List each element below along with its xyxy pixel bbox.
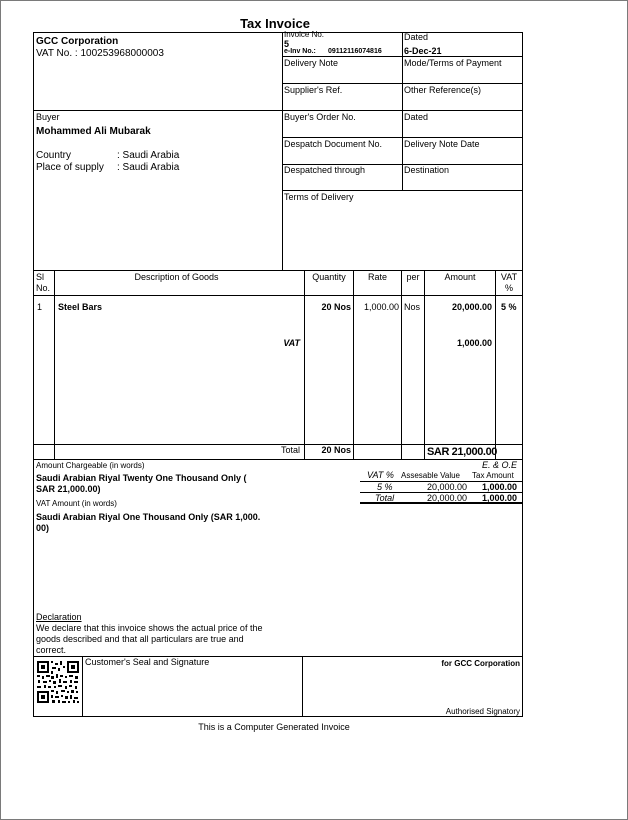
tax-row-value: 20,000.00 bbox=[426, 482, 467, 492]
declaration-label: Declaration bbox=[36, 612, 82, 622]
total-quantity: 20 Nos bbox=[321, 445, 351, 455]
terms-delivery-label: Terms of Delivery bbox=[284, 192, 354, 202]
country-label: Country bbox=[36, 150, 72, 161]
tax-total-label: Total bbox=[375, 493, 395, 503]
item-quantity: 20 Nos bbox=[321, 302, 351, 312]
declaration-line3: correct. bbox=[36, 645, 67, 655]
col-rate: Rate bbox=[367, 272, 387, 282]
declaration-line1: We declare that this invoice shows the actual price of the bbox=[36, 623, 263, 633]
total-amount: SAR 21,000.00 bbox=[427, 446, 498, 458]
item-sl: 1 bbox=[37, 302, 43, 312]
despatch-doc-label: Despatch Document No. bbox=[284, 139, 383, 149]
dated-value: 6-Dec-21 bbox=[404, 46, 442, 56]
buyer-label: Buyer bbox=[36, 112, 60, 122]
vat-amount-words-label: VAT Amount (in words) bbox=[36, 499, 117, 508]
col-quantity: Quantity bbox=[312, 272, 346, 282]
col-per: per bbox=[406, 272, 420, 282]
delivery-note-label: Delivery Note bbox=[284, 58, 339, 68]
document-title: Tax Invoice bbox=[240, 16, 310, 31]
tax-row-pct: 5 % bbox=[377, 482, 393, 492]
tax-row-amount: 1,000.00 bbox=[481, 482, 517, 492]
supply-label: Place of supply bbox=[36, 162, 104, 173]
item-amount: 20,000.00 bbox=[451, 302, 492, 312]
tax-head-assessable: Assesable Value bbox=[401, 471, 460, 480]
other-refs-label: Other Reference(s) bbox=[404, 85, 482, 95]
invoice-no-label: Invoice No. bbox=[284, 30, 325, 39]
tax-total-amount: 1,000.00 bbox=[481, 493, 517, 503]
delivery-note-date-label: Delivery Note Date bbox=[404, 139, 480, 149]
col-no: No. bbox=[36, 283, 51, 293]
computer-generated-note: This is a Computer Generated Invoice bbox=[198, 722, 350, 732]
col-vat: VAT bbox=[500, 272, 518, 282]
seller-vat: VAT No. : 100253968000003 bbox=[36, 48, 164, 59]
chargeable-line1: Saudi Arabian Riyal Twenty One Thousand Only ( bbox=[36, 473, 247, 483]
dated-label: Dated bbox=[404, 32, 429, 42]
qr-code-icon bbox=[36, 660, 80, 704]
col-vat-pct: % bbox=[504, 283, 513, 293]
destination-label: Destination bbox=[404, 165, 450, 175]
total-label: Total bbox=[280, 445, 300, 455]
einv-value: 09112116074816 bbox=[328, 48, 382, 55]
buyers-order-label: Buyer's Order No. bbox=[284, 112, 356, 122]
invoice-no-value: 5 bbox=[284, 39, 290, 49]
chargeable-line2: SAR 21,000.00) bbox=[36, 484, 101, 494]
col-sl: Sl bbox=[36, 272, 45, 282]
buyer-name: Mohammed Ali Mubarak bbox=[36, 126, 151, 137]
tax-total-value: 20,000.00 bbox=[426, 493, 467, 503]
chargeable-label: Amount Chargeable (in words) bbox=[36, 461, 145, 470]
despatched-through-label: Despatched through bbox=[284, 165, 366, 175]
eoe-text: E. & O.E bbox=[482, 460, 518, 470]
seal-label: Customer's Seal and Signature bbox=[85, 657, 210, 667]
vat-words-line2: 00) bbox=[36, 523, 50, 533]
vat-words-line1: Saudi Arabian Riyal One Thousand Only (SAR 1,000. bbox=[36, 512, 261, 522]
for-company-label: for GCC Corporation bbox=[441, 659, 520, 668]
item-rate: 1,000.00 bbox=[363, 302, 399, 312]
mode-terms-label: Mode/Terms of Payment bbox=[404, 58, 502, 68]
vat-row-label: VAT bbox=[283, 338, 300, 348]
col-description: Description of Goods bbox=[134, 272, 219, 282]
item-description: Steel Bars bbox=[58, 302, 103, 312]
tax-head-vat: VAT % bbox=[367, 470, 394, 480]
country-value: : Saudi Arabia bbox=[117, 150, 180, 161]
vat-row-amount: 1,000.00 bbox=[456, 338, 492, 348]
tax-head-amount: Tax Amount bbox=[472, 471, 514, 480]
declaration-line2: goods described and that all particulars are true and bbox=[36, 634, 244, 644]
col-amount: Amount bbox=[444, 272, 476, 282]
dated2-label: Dated bbox=[404, 112, 429, 122]
suppliers-ref-label: Supplier's Ref. bbox=[284, 85, 343, 95]
item-vat: 5 % bbox=[501, 302, 517, 312]
item-per: Nos bbox=[404, 302, 421, 312]
seller-name: GCC Corporation bbox=[36, 36, 119, 47]
supply-value: : Saudi Arabia bbox=[117, 162, 180, 173]
einv-label: e-Inv No.: bbox=[284, 48, 316, 55]
authorised-signatory-label: Authorised Signatory bbox=[445, 707, 520, 716]
